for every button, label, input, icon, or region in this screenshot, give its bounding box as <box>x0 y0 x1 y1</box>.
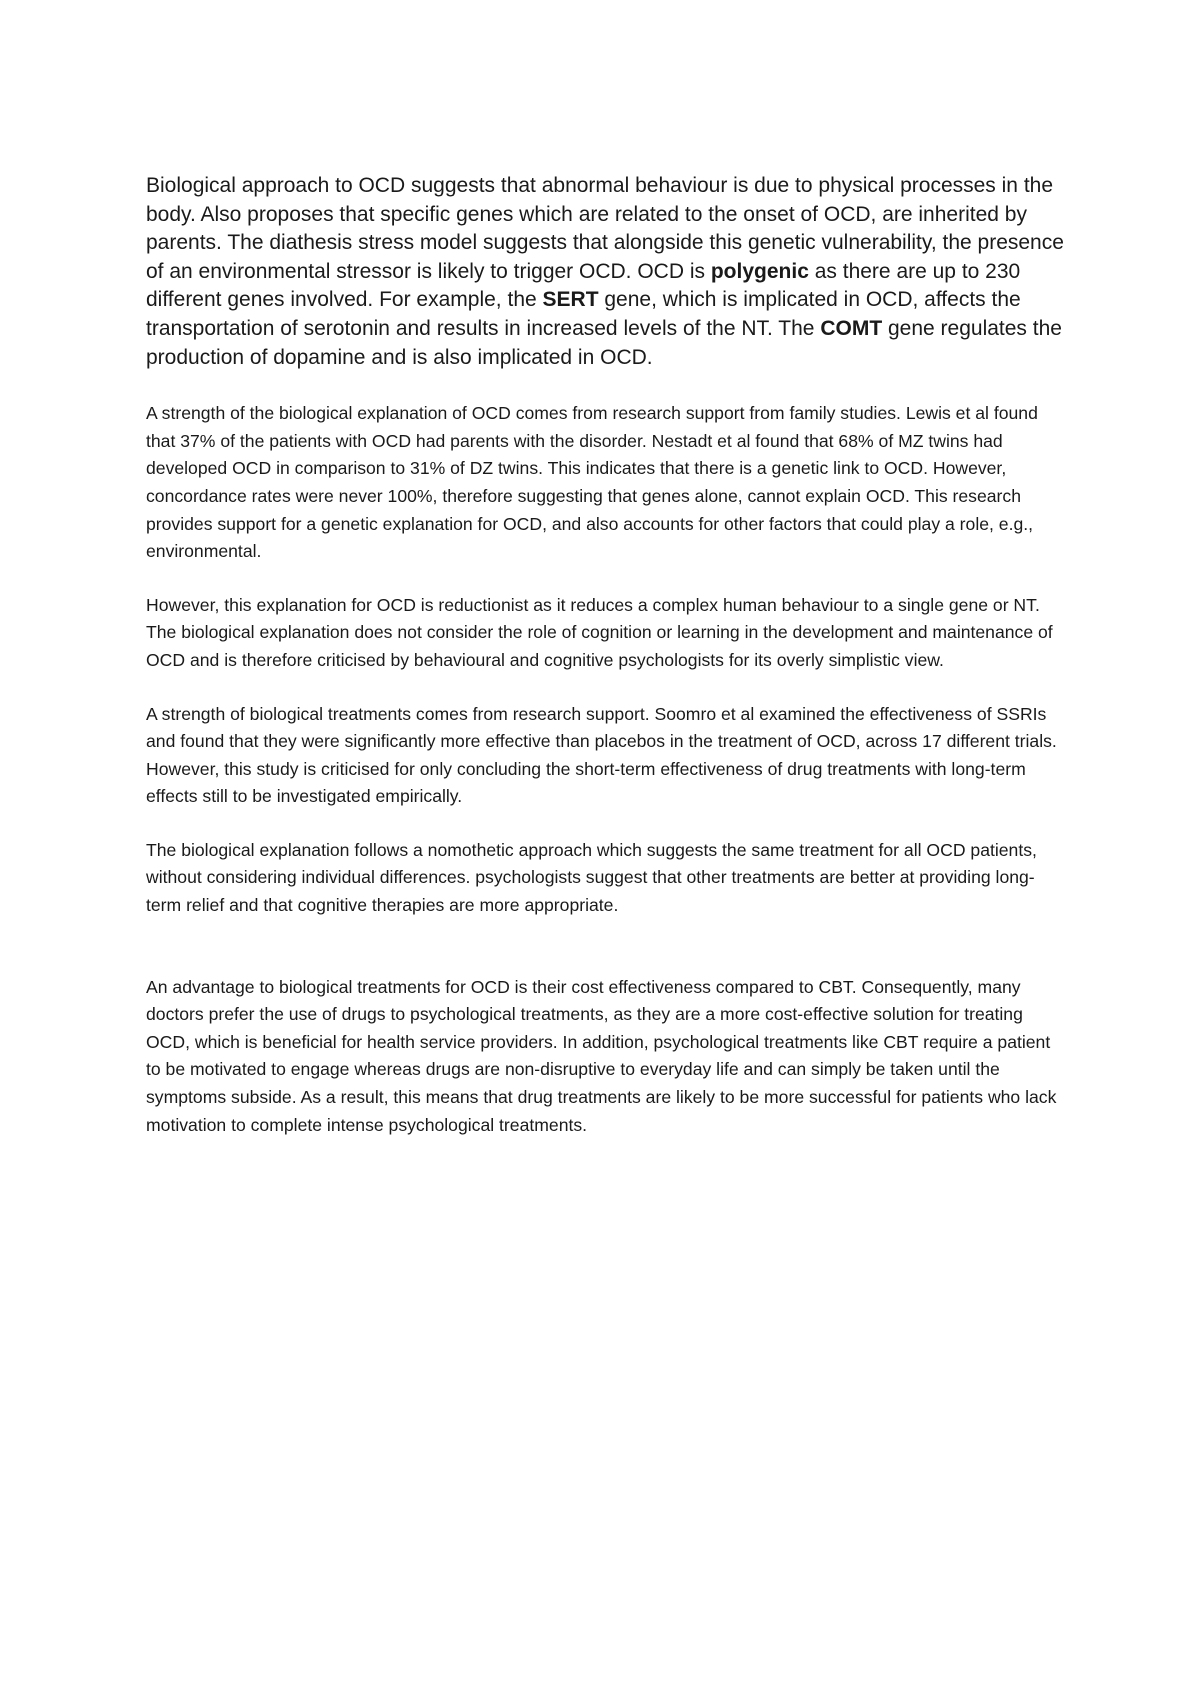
intro-text-3: gene, which is implicated in OCD, affects the transportation of serotonin and results in increased levels of the NT. The <box>146 288 1021 340</box>
intro-paragraph <box>146 172 1066 372</box>
paragraph-cost-effectiveness: An advantage to biological treatments for OCD is their cost effectiveness compared to CBT. Consequently, many doctors prefer the use of drugs to psychological treatments, as they are a more cost-effective solution for treating OCD, which is beneficial for health service providers. In addition, psychological treatments like CBT require a patient to be motivated to engage whereas drugs are non-disruptive to everyday life and can simply be taken until the symptoms subside. As a result, this means that drug treatments are likely to be more successful for patients who lack motivation to complete intense psychological treatments. <box>146 976 1057 1135</box>
keyword-polygenic: polygenic <box>710 259 809 283</box>
paragraph-nomothetic: The biological explanation follows a nomothetic approach which suggests the same treatment for all OCD patients, without considering individual differences. psychologists suggest that other treatments are better at providing long- term relief and that cognitive therapies are more appropriate. <box>146 839 1037 916</box>
keyword-sert: SERT <box>542 288 599 312</box>
document-page <box>146 172 1066 1165</box>
intro-text-1: Biological approach to OCD suggests that abnormal behaviour is due to physical processes in the body. Also proposes that specific genes which are related to the onset of OCD, are inherited by parents. The diathesis stress model suggests that alongside this genetic vulnerability, the presence of an environmental stressor is likely to trigger OCD. OCD is <box>146 174 1064 283</box>
keyword-comt: COMT <box>820 316 883 340</box>
intro-text-2: as there are up to 230 different genes involved. For example, the <box>146 259 1021 312</box>
paragraph-family-studies: A strength of the biological explanation of OCD comes from research support from family studies. Lewis et al found that 37% of the patients with OCD had parents with the disorder. Nestadt et al found that 68% of MZ twins had developed OCD in comparison to 31% of DZ twins. This indicates that there is a genetic link to OCD. However, concordance rates were never 100%, therefore suggesting that genes alone, cannot explain OCD. This research provides support for a genetic explanation for OCD, and also accounts for other factors that could play a role, e.g., environmental. <box>146 403 1038 562</box>
paragraph-treatment-research: A strength of biological treatments comes from research support. Soomro et al examined the effectiveness of SSRIs and found that they were significantly more effective than placebos in the treatment of OCD, across 17 different trials. However, this study is criticised for only concluding the short-term effectiveness of drug treatments with long-term effects still to be investigated empirically. <box>146 703 1057 807</box>
intro-text-4: gene regulates the production of dopamine and is also implicated in OCD. <box>146 316 1062 369</box>
paragraph-reductionist: However, this explanation for OCD is reductionist as it reduces a complex human behaviour to a single gene or NT. The biological explanation does not consider the role of cognition or learning in the development and maintenance of OCD and is therefore criticised by behavioural and cognitive psychologists for its overly simplistic view. <box>146 594 1053 670</box>
